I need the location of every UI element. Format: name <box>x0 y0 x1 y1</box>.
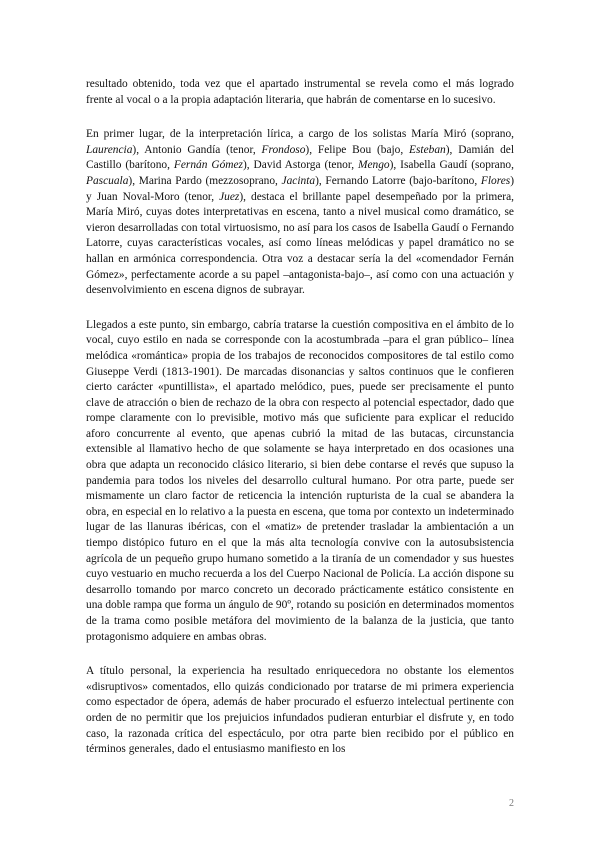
text-segment: Llegados a este punto, sin embargo, cabría tratarse la cuestión compositiva en el ámbito de lo vocal, cuyo estilo en nada se corresponde con la acostumbrada –para el gran público– línea melódica «romántica» propia de los trabajos de reconocidos compositores de tal estilo como Giuseppe Verdi (1813-1901). De marcadas disonancias y saltos continuos que le confieren cierto carácter «puntillista», el apartado melódico, pues, puede ser precisamente el punto clave de atracción o bien de rechazo de la obra con respecto al potencial espectador, dado que rompe claramente con lo previsible, motivo más que suficiente para explicar el reducido aforo concurrente al evento, que apenas cubrió la mitad de las butacas, circunstancia extensible al llamativo hecho de que solamente se haya interpretado en dos ocasiones una obra que adapta un reconocido clásico literario, si bien debe contarse el revés que supuso la pandemia para todos los niveles del desarrollo cultural humano. Por otra parte, puede ser mismamente un claro factor de reticencia la intención rupturista de la cual se abandera la obra, en especial en lo relativo a la puesta en escena, que toma por contexto un indeterminado lugar de las llanuras ibéricas, con el «matiz» de pretender trasladar la ambientación a un tiempo distópico futuro en el que la más alta tecnología convive con la autosubsistencia agrícola de un pequeño grupo humano sometido a la tiranía de un comendador y sus huestes cuyo vestuario en mucho recuerda a los del Cuerpo Nacional de Policía. La acción dispone su desarrollo tomando por marco concreto un decorado prácticamente estático consistente en una doble rampa que forma un ángulo de 90º, rotando su posición en determinados momentos de la trama como posible metáfora del movimiento de la balanza de la justicia, que tanto protagonismo adquiere en ambas obras. <box>86 318 514 643</box>
role-name: Pascuala <box>86 174 129 187</box>
paragraph-1 <box>86 77 514 108</box>
text-segment: ), Fernando Latorre (bajo-barítono, <box>315 174 481 187</box>
role-name: Juez <box>219 190 240 203</box>
text-segment: ), David Astorga (tenor, <box>242 159 358 172</box>
paragraph-4 <box>86 664 514 758</box>
role-name: Esteban <box>409 143 446 156</box>
role-name: Fernán Gómez <box>173 159 243 172</box>
role-name: Laurencia <box>86 143 133 156</box>
text-segment: En primer lugar, de la interpretación lírica, a cargo de los solistas María Miró (soprano, <box>86 128 514 141</box>
text-segment: ) y Juan Noval-Moro (tenor, <box>86 174 514 203</box>
paragraph-3 <box>86 318 514 645</box>
text-segment: ), Felipe Bou (bajo, <box>305 143 410 156</box>
paragraph-2 <box>86 127 514 299</box>
text-segment: ), Damián del Castillo (barítono, <box>86 143 514 172</box>
role-name: Frondoso <box>261 143 306 156</box>
text-segment: A título personal, la experiencia ha resultado enriquecedora no obstante los elementos «disruptivos» comentados, ello quizás condicionado por tratarse de mi primera experiencia como espectador de ópera, además de haber procurado el esfuerzo intelectual pertinente con orden de no permitir que los prejuicios infundados pudieran enturbiar el disfrute y, en todo caso, la razonada crítica del espectáculo, por otra parte bien recibido por el público en términos generales, dado el entusiasmo manifiesto en los <box>86 665 514 756</box>
role-name: Mengo <box>357 159 390 172</box>
page-number: 2 <box>509 798 514 809</box>
role-name: Jacinta <box>281 174 316 187</box>
text-segment: resultado obtenido, toda vez que el apartado instrumental se revela como el más logrado frente al vocal o a la propia adaptación literaria, que habrán de comentarse en lo sucesivo. <box>86 78 514 106</box>
text-segment: ), Isabella Gaudí (soprano, <box>389 159 514 172</box>
text-segment: ), destaca el brillante papel desempeñado por la primera, María Miró, cuyas dotes interpretativas en escena, tanto a nivel musical como dramático, se vieron desarrolladas con total virtuosismo, no así para los casos de Isabella Gaudí o Fernando Latorre, cuyas características vocales, así como líneas melódicas y papel dramático no se hallan en armónica correspondencia. Otra voz a destacar sería la del «comendador Fernán Gómez», perfectamente acorde a su papel –antagonista-bajo–, así como con una actuación y desenvolvimiento en escena dignos de subrayar. <box>86 190 514 297</box>
role-name: Flores <box>480 174 511 187</box>
text-segment: ), Antonio Gandía (tenor, <box>132 143 262 156</box>
text-segment: ), Marina Pardo (mezzosoprano, <box>128 174 282 187</box>
